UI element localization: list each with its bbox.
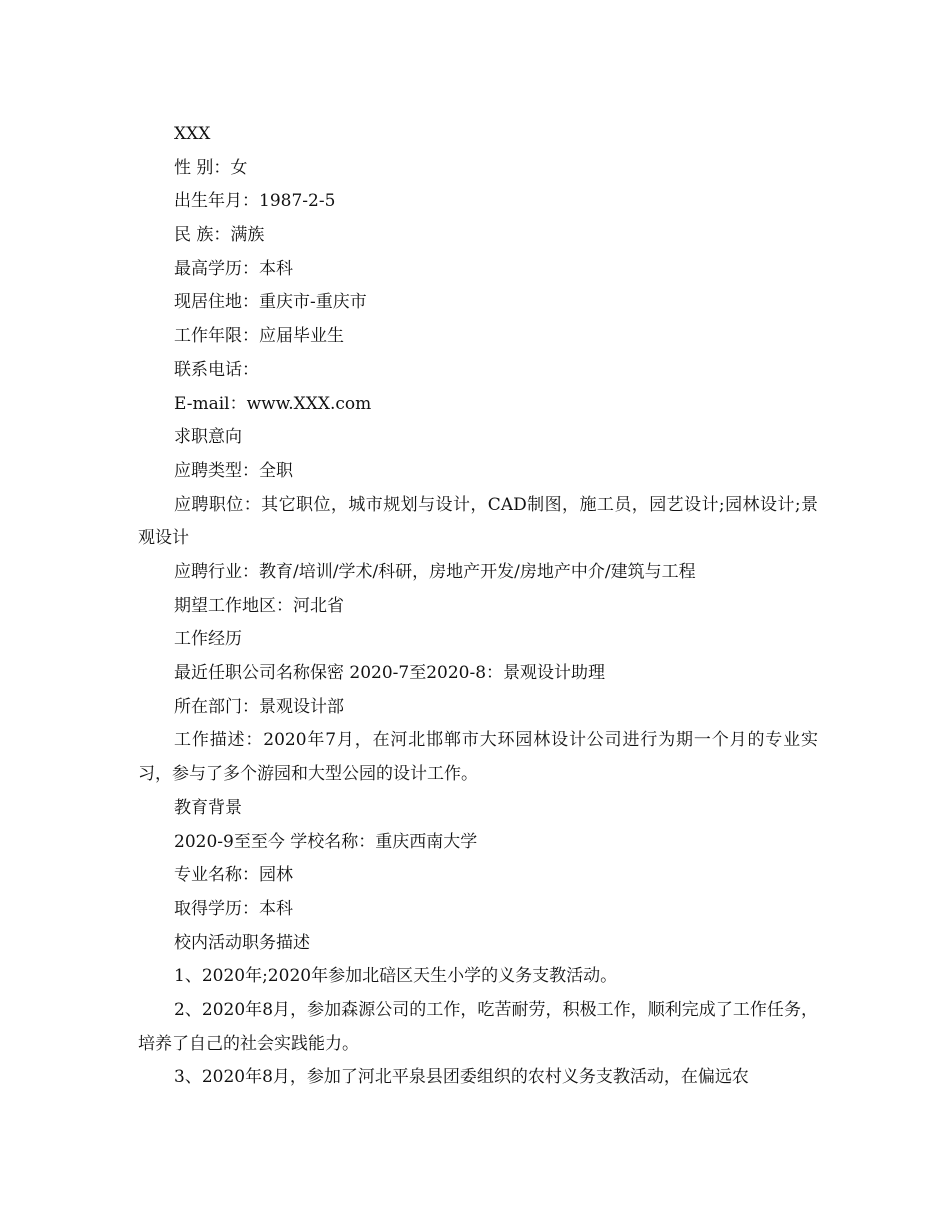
activity-item: 2、2020年8月，参加森源公司的工作，吃苦耐劳，积极工作，顺利完成了工作任务，培养了自己的社会实践能力。 <box>138 999 818 1054</box>
experience-heading: 工作经历 <box>174 629 242 650</box>
residence-line: 现居住地：重庆市-重庆市 <box>174 292 367 313</box>
activity-item: 3、2020年8月，参加了河北平泉县团委组织的农村义务支教活动，在偏远农 <box>174 1067 749 1088</box>
email-line: E-mail：www.XXX.com <box>174 393 372 414</box>
education-level-line: 最高学历：本科 <box>174 258 293 279</box>
activities-heading: 校内活动职务描述 <box>174 932 310 953</box>
work-description-paragraph: 工作描述：2020年7月，在河北邯郸市大环园林设计公司进行为期一个月的专业实习，参与了多个游园和大型公园的设计工作。 <box>138 730 818 785</box>
gender-line: 性 别：女 <box>174 157 248 178</box>
job-region-line: 期望工作地区：河北省 <box>174 595 344 616</box>
ethnicity-line: 民 族：满族 <box>174 225 265 246</box>
resume-body <box>138 118 818 1095</box>
name-line: XXX <box>174 124 211 144</box>
job-type-line: 应聘类型：全职 <box>174 460 293 481</box>
job-industry-line: 应聘行业：教育/培训/学术/科研，房地产开发/房地产中介/建筑与工程 <box>174 561 696 582</box>
school-line: 2020-9至至今 学校名称：重庆西南大学 <box>174 831 478 852</box>
birth-line: 出生年月：1987-2-5 <box>174 191 336 212</box>
work-years-line: 工作年限：应届毕业生 <box>174 326 344 347</box>
intent-heading: 求职意向 <box>174 427 242 448</box>
job-positions-paragraph: 应聘职位：其它职位，城市规划与设计，CAD制图，施工员，园艺设计;园林设计;景观设计 <box>138 494 818 549</box>
phone-line: 联系电话： <box>174 359 259 380</box>
degree-line: 取得学历：本科 <box>174 898 293 919</box>
major-line: 专业名称：园林 <box>174 865 293 886</box>
department-line: 所在部门：景观设计部 <box>174 696 344 717</box>
recent-company-line: 最近任职公司名称保密 2020-7至2020-8：景观设计助理 <box>174 663 606 684</box>
activity-item: 1、2020年;2020年参加北碚区天生小学的义务支教活动。 <box>174 966 618 987</box>
education-heading: 教育背景 <box>174 797 242 818</box>
